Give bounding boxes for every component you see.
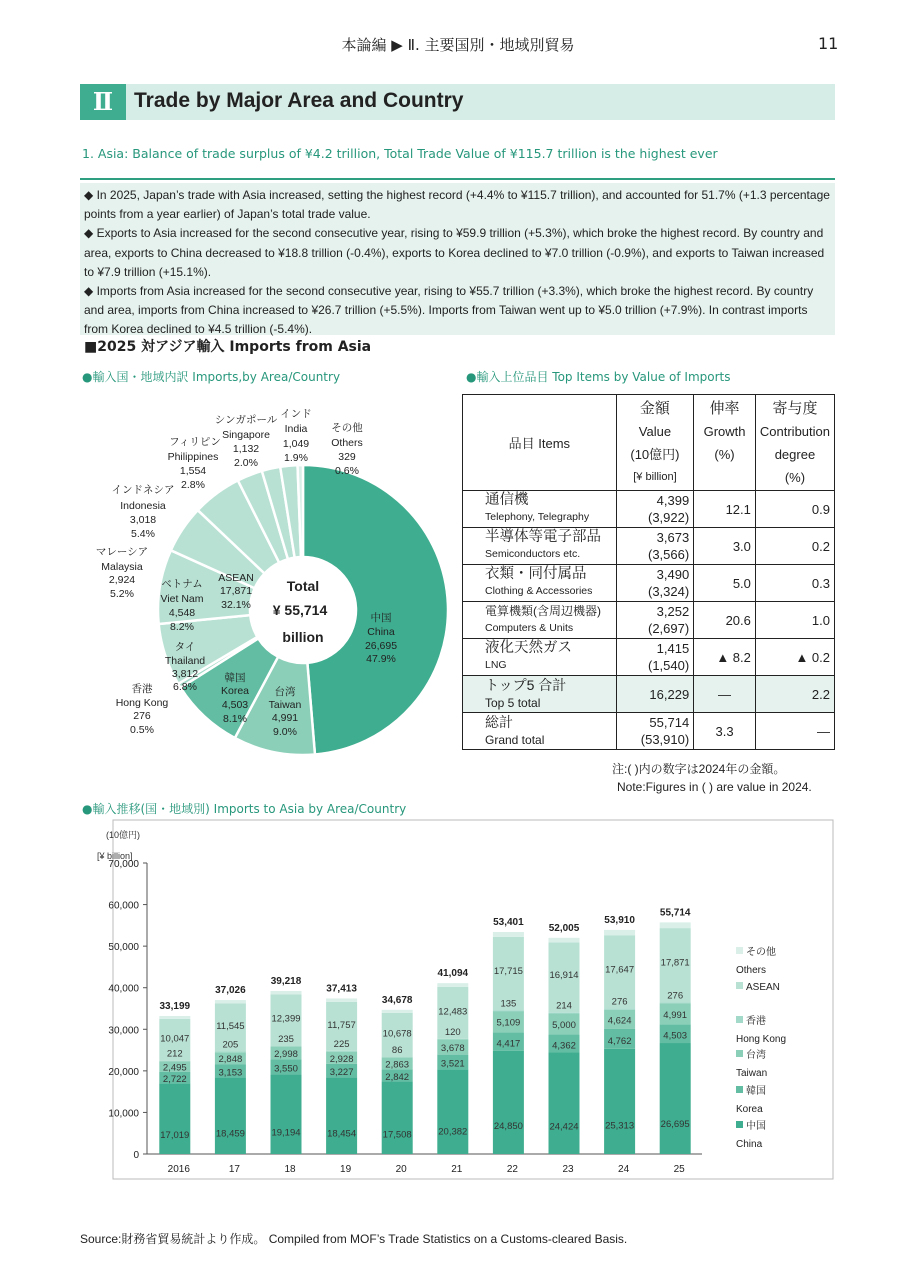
pie-label-hk-p: 0.5% <box>130 724 154 736</box>
pie-label-sg-j: シンガポール <box>214 414 278 426</box>
bar-others <box>660 922 691 928</box>
bar-china <box>215 1077 246 1154</box>
pie-label-korea-v: 4,503 <box>221 699 249 711</box>
pie-label-in-e: India <box>284 423 308 435</box>
table-note-ja: 注:( )内の数字は2024年の金額。 <box>612 762 786 776</box>
pie-chart-label: ●輸入国・地域内訳 Imports,by Area/Country <box>82 370 341 384</box>
bar-others <box>382 1010 413 1013</box>
header-value: 金額 Value (10億円) [¥ billion] <box>616 395 694 491</box>
bar-total-label: 39,218 <box>270 975 302 987</box>
x-tick-label: 19 <box>340 1164 352 1175</box>
bar-others <box>604 930 635 935</box>
bar-label-taiwan: 3,678 <box>440 1042 465 1054</box>
chapter-number: Ⅱ <box>80 84 126 120</box>
section-title: ■2025 対アジア輸入 Imports from Asia <box>84 339 372 355</box>
bar-others <box>549 938 580 943</box>
header-items: 品目 Items <box>463 395 617 491</box>
x-tick-label: 21 <box>451 1164 463 1175</box>
pie-label-taiwan-v: 4,991 <box>271 712 299 724</box>
bar-label-asean: 12,483 <box>438 1006 468 1018</box>
bar-label-taiwan: 2,928 <box>329 1053 354 1065</box>
legend-label-en: Hong Kong <box>736 1034 787 1045</box>
pie-label-vn-j: ベトナム <box>161 578 203 590</box>
bar-label-taiwan: 2,863 <box>385 1059 410 1071</box>
pie-label-hk-v: 276 <box>133 710 151 722</box>
bar-label-china: 20,382 <box>438 1126 468 1138</box>
bar-label-china: 18,459 <box>215 1128 245 1140</box>
pie-label-id-p: 5.4% <box>131 528 155 540</box>
bar-total-label: 41,094 <box>437 968 469 980</box>
bar-total-label: 34,678 <box>381 994 413 1006</box>
pie-label-ot-e: Others <box>331 437 363 449</box>
bar-total-label: 55,714 <box>659 907 691 919</box>
legend-swatch <box>736 982 743 989</box>
legend-swatch <box>736 1050 743 1057</box>
chapter-banner <box>80 84 835 120</box>
legend-swatch <box>736 1121 743 1128</box>
y-unit-en: [¥ billion] <box>97 851 133 861</box>
bar-others <box>326 998 357 1001</box>
bar-label-korea: 4,362 <box>552 1040 576 1052</box>
bar-label-korea: 4,503 <box>663 1030 688 1042</box>
pie-label-korea-j: 韓国 <box>224 672 246 684</box>
pie-label-asean-v: 17,871 <box>219 585 253 597</box>
bar-label-korea: 3,153 <box>218 1067 243 1079</box>
bar-label-korea: 3,227 <box>329 1067 354 1079</box>
bar-hongkong <box>159 1061 190 1062</box>
bar-china <box>382 1081 413 1154</box>
table-row: 半導体等電子部品 Semiconductors etc. 3,673 (3,566) 3.0 0.2 <box>463 528 835 565</box>
y-unit-ja: (10億円) <box>106 830 141 840</box>
pie-label-th-p: 6.8% <box>173 681 197 693</box>
table-row: 通信機 Telephony, Telegraphy 4,399 (3,922) 12.1 0.9 <box>463 491 835 528</box>
pie-label-china-p: 47.9% <box>366 653 396 665</box>
bar-label-china: 18,454 <box>327 1128 357 1140</box>
bar-label-taiwan: 5,109 <box>496 1017 521 1029</box>
legend-swatch <box>736 947 743 954</box>
pie-label-th-j: タイ <box>174 641 196 653</box>
pie-label-china-j: 中国 <box>370 612 392 624</box>
pie-label-in-v: 1,049 <box>282 438 310 450</box>
pie-label-vn-e: Viet Nam <box>160 593 204 605</box>
table-row-top5: トップ5 合計 Top 5 total 16,229 — 2.2 <box>463 676 835 713</box>
bar-china <box>271 1074 302 1154</box>
table-note-en: Note:Figures in ( ) are value in 2024. <box>617 780 812 794</box>
legend-label-en: Korea <box>736 1104 763 1115</box>
pie-label-th-e: Thailand <box>164 655 206 667</box>
bar-chart <box>80 818 835 1180</box>
source-note: Source:財務省貿易統計より作成。 Compiled from MOF’s Trade Statistics on a Customs-cleared Basis. <box>80 1232 628 1246</box>
pie-label-vn-v: 4,548 <box>168 607 196 619</box>
legend-label-ja: その他 <box>746 947 776 958</box>
pie-center-unit: billion <box>282 629 324 645</box>
legend-label-ja: 台湾 <box>746 1050 766 1061</box>
bar-label-korea: 3,521 <box>440 1058 465 1070</box>
bar-label-hongkong: 235 <box>278 1034 294 1046</box>
bar-hongkong <box>604 1009 635 1010</box>
legend-label-en: China <box>736 1139 763 1150</box>
bar-label-asean: 11,545 <box>216 1021 245 1033</box>
bar-label-taiwan: 2,998 <box>274 1049 298 1061</box>
header-growth: 伸率 Growth (%) <box>694 395 756 491</box>
x-tick-label: 2016 <box>167 1164 190 1175</box>
bar-label-hongkong: 276 <box>667 990 684 1002</box>
pie-label-hk-e: Hong Kong <box>115 697 169 709</box>
pie-label-sg-v: 1,132 <box>232 443 260 455</box>
legend-label-en: Taiwan <box>736 1068 768 1079</box>
table-row: 液化天然ガス LNG 1,415 (1,540) ▲ 8.2 ▲ 0.2 <box>463 639 835 676</box>
pie-label-sg-e: Singapore <box>222 429 270 441</box>
pie-label-ph-e: Philippines <box>167 451 219 463</box>
bar-china <box>493 1051 524 1154</box>
bar-total-label: 52,005 <box>548 922 580 934</box>
pie-label-korea-e: Korea <box>220 685 250 697</box>
y-tick-label: 0 <box>133 1150 139 1161</box>
pie-label-id-e: Indonesia <box>120 500 166 512</box>
header-contribution: 寄与度 Contribution degree (%) <box>755 395 834 491</box>
pie-label-my-p: 5.2% <box>110 588 134 600</box>
bar-label-asean: 17,871 <box>660 957 690 969</box>
summary-paragraph: ◆ Imports from Asia increased for the second consecutive year, rising to ¥55.7 trillion (+3.3%), which broke the highest record. By country and area, imports from China increased to ¥26.7 trillion (+5.5%). Imports from Taiwan went up to ¥5.0 trillion (+7.9%). In contrast imports from Korea declined to ¥4.5 trillion (-5.4%). <box>84 284 814 337</box>
pie-label-taiwan-p: 9.0% <box>273 726 297 738</box>
bar-hongkong <box>493 1011 524 1012</box>
bar-total-label: 33,199 <box>159 1000 191 1012</box>
table-row: 衣類・同付属品 Clothing & Accessories 3,490 (3,324) 5.0 0.3 <box>463 565 835 602</box>
y-tick-label: 50,000 <box>108 942 139 954</box>
pie-label-my-e: Malaysia <box>101 561 143 573</box>
pie-label-china-e: China <box>367 626 395 638</box>
x-tick-label: 17 <box>228 1164 240 1175</box>
pie-label-my-j: マレーシア <box>95 546 149 558</box>
pie-label-asean-name: ASEAN <box>218 572 254 584</box>
legend-label-en: Others <box>736 965 767 976</box>
pie-label-sg-p: 2.0% <box>234 457 258 469</box>
table-row-total: 総計 Grand total 55,714 (53,910) 3.3 — <box>463 713 835 750</box>
bar-label-asean: 12,399 <box>271 1013 301 1025</box>
pie-chart <box>80 385 465 770</box>
pie-label-korea-p: 8.1% <box>223 713 247 725</box>
bar-label-hongkong: 214 <box>556 1000 572 1012</box>
bar-label-hongkong: 135 <box>500 998 517 1010</box>
bar-label-china: 17,508 <box>382 1129 412 1141</box>
bar-others <box>271 991 302 995</box>
bar-label-asean: 10,047 <box>160 1033 190 1045</box>
bar-label-china: 19,194 <box>271 1127 301 1139</box>
bar-label-asean: 16,914 <box>549 969 579 981</box>
summary-paragraph: ◆ Exports to Asia increased for the second consecutive year, rising to ¥59.9 trillion (+5.3%), which broke the highest record. By country and area, exports to China decreased to ¥18.8 trillion (-0.4%), exports to Korea declined to ¥7.0 trillion (-0.9%), and exports to Taiwan increased to ¥7.9 trillion (+15.1%). <box>84 226 825 279</box>
summary-box <box>80 183 835 335</box>
pie-label-ph-v: 1,554 <box>179 465 207 477</box>
bar-hongkong <box>326 1051 357 1052</box>
summary-paragraph: ◆ In 2025, Japan’s trade with Asia increased, setting the highest record (+4.4% to ¥115.7 trillion), and accounted for 51.7% (+1.3 percentage points from a year earlier) of Japan’s total trade value. <box>84 188 830 222</box>
pie-label-id-j: インドネシア <box>111 484 175 496</box>
bar-total-label: 37,026 <box>215 985 246 997</box>
bar-label-taiwan: 2,848 <box>218 1054 243 1066</box>
bar-label-hongkong: 212 <box>166 1048 183 1060</box>
bar-label-asean: 10,678 <box>382 1028 412 1040</box>
bar-china <box>437 1069 468 1154</box>
bar-china <box>660 1043 691 1154</box>
pie-label-taiwan-j: 台湾 <box>274 686 296 698</box>
pie-center-value: ¥ 55,714 <box>272 602 328 618</box>
table-row: 電算機類(含周辺機器) Computers & Units 3,252 (2,697) 20.6 1.0 <box>463 602 835 639</box>
page-number: 11 <box>818 34 839 53</box>
bar-label-hongkong: 276 <box>611 996 628 1008</box>
bar-label-korea: 2,722 <box>162 1074 187 1086</box>
pie-center-total: Total <box>286 578 320 594</box>
legend-swatch <box>736 1016 743 1023</box>
bar-others <box>493 932 524 937</box>
bar-label-korea: 4,762 <box>607 1035 632 1047</box>
bar-hongkong <box>549 1013 580 1014</box>
bar-label-taiwan: 4,624 <box>607 1015 632 1027</box>
y-tick-label: 40,000 <box>108 983 139 995</box>
pie-label-ot-v: 329 <box>338 451 356 463</box>
bar-hongkong <box>660 1002 691 1003</box>
bar-label-taiwan: 4,991 <box>663 1009 688 1021</box>
pie-label-ph-j: フィリピン <box>169 436 221 448</box>
bar-others <box>215 1000 246 1003</box>
bar-chart-label: ●輸入推移(国・地域別) Imports to Asia by Area/Country <box>82 802 407 816</box>
table-label: ●輸入上位品目 Top Items by Value of Imports <box>466 370 731 384</box>
bar-label-china: 17,019 <box>160 1130 190 1142</box>
pie-label-id-v: 3,018 <box>129 514 157 526</box>
pie-label-ph-p: 2.8% <box>181 479 205 491</box>
y-tick-label: 60,000 <box>108 900 139 912</box>
bar-label-asean: 17,715 <box>493 966 523 978</box>
y-tick-label: 20,000 <box>108 1066 139 1078</box>
x-tick-label: 25 <box>673 1164 685 1175</box>
pie-label-vn-p: 8.2% <box>170 621 194 633</box>
bar-label-hongkong: 225 <box>333 1038 350 1050</box>
pie-label-taiwan-e: Taiwan <box>268 699 302 711</box>
chapter-title: Trade by Major Area and Country <box>134 89 464 112</box>
y-tick-label: 10,000 <box>108 1108 139 1120</box>
bar-hongkong <box>215 1051 246 1052</box>
pie-label-th-v: 3,812 <box>171 668 199 680</box>
y-tick-label: 30,000 <box>108 1025 139 1037</box>
x-tick-label: 24 <box>618 1164 630 1175</box>
bar-total-label: 37,413 <box>326 983 357 995</box>
top-items-table <box>462 394 835 750</box>
pie-label-asean-p: 32.1% <box>221 599 251 611</box>
bar-total-label: 53,910 <box>604 914 635 926</box>
bar-label-taiwan: 5,000 <box>552 1019 576 1031</box>
pie-label-my-v: 2,924 <box>108 574 136 586</box>
bar-others <box>159 1016 190 1019</box>
bar-label-china: 24,850 <box>493 1121 523 1133</box>
bar-china <box>549 1052 580 1154</box>
pie-label-hk-j: 香港 <box>131 683 153 695</box>
bar-hongkong <box>271 1046 302 1047</box>
bar-label-asean: 11,757 <box>327 1019 356 1031</box>
bar-total-label: 53,401 <box>493 917 524 929</box>
bar-label-hongkong: 205 <box>222 1039 239 1051</box>
legend-label-ja: 中国 <box>746 1121 766 1132</box>
bar-others <box>437 983 468 987</box>
bar-label-hongkong: 120 <box>444 1026 461 1038</box>
legend-label-ja: 香港 <box>746 1016 766 1027</box>
bar-china <box>326 1077 357 1154</box>
x-tick-label: 18 <box>284 1164 296 1175</box>
x-tick-label: 22 <box>506 1164 518 1175</box>
subheading: 1. Asia: Balance of trade surplus of ¥4.2 trillion, Total Trade Value of ¥115.7 trillion is the highest ever <box>82 146 718 161</box>
bar-label-china: 24,424 <box>549 1121 579 1133</box>
running-header: 本論編 ▶ Ⅱ. 主要国別・地域別貿易 <box>341 36 575 54</box>
pie-label-in-p: 1.9% <box>284 452 308 464</box>
bar-label-korea: 4,417 <box>496 1038 521 1050</box>
legend-label-ja: ASEAN <box>746 982 780 993</box>
pie-label-in-j: インド <box>280 408 312 420</box>
x-tick-label: 23 <box>562 1164 574 1175</box>
bar-label-china: 26,695 <box>660 1118 690 1130</box>
subheading-rule <box>80 178 835 180</box>
legend-swatch <box>736 1086 743 1093</box>
bar-label-asean: 17,647 <box>605 964 635 976</box>
bar-label-taiwan: 2,495 <box>162 1062 187 1074</box>
bar-china <box>604 1049 635 1154</box>
bar-label-china: 25,313 <box>605 1120 635 1132</box>
pie-label-ot-p: 0.6% <box>335 465 359 477</box>
legend-label-ja: 韓国 <box>746 1086 766 1097</box>
bar-china <box>159 1083 190 1154</box>
pie-label-ot-j: その他 <box>331 422 363 434</box>
pie-label-china-v: 26,695 <box>364 640 398 652</box>
bar-label-korea: 3,550 <box>274 1063 298 1075</box>
y-tick-label: 70,000 <box>108 859 139 870</box>
bar-label-hongkong: 86 <box>391 1045 403 1057</box>
x-tick-label: 20 <box>395 1164 407 1175</box>
bar-label-korea: 2,842 <box>385 1071 410 1083</box>
